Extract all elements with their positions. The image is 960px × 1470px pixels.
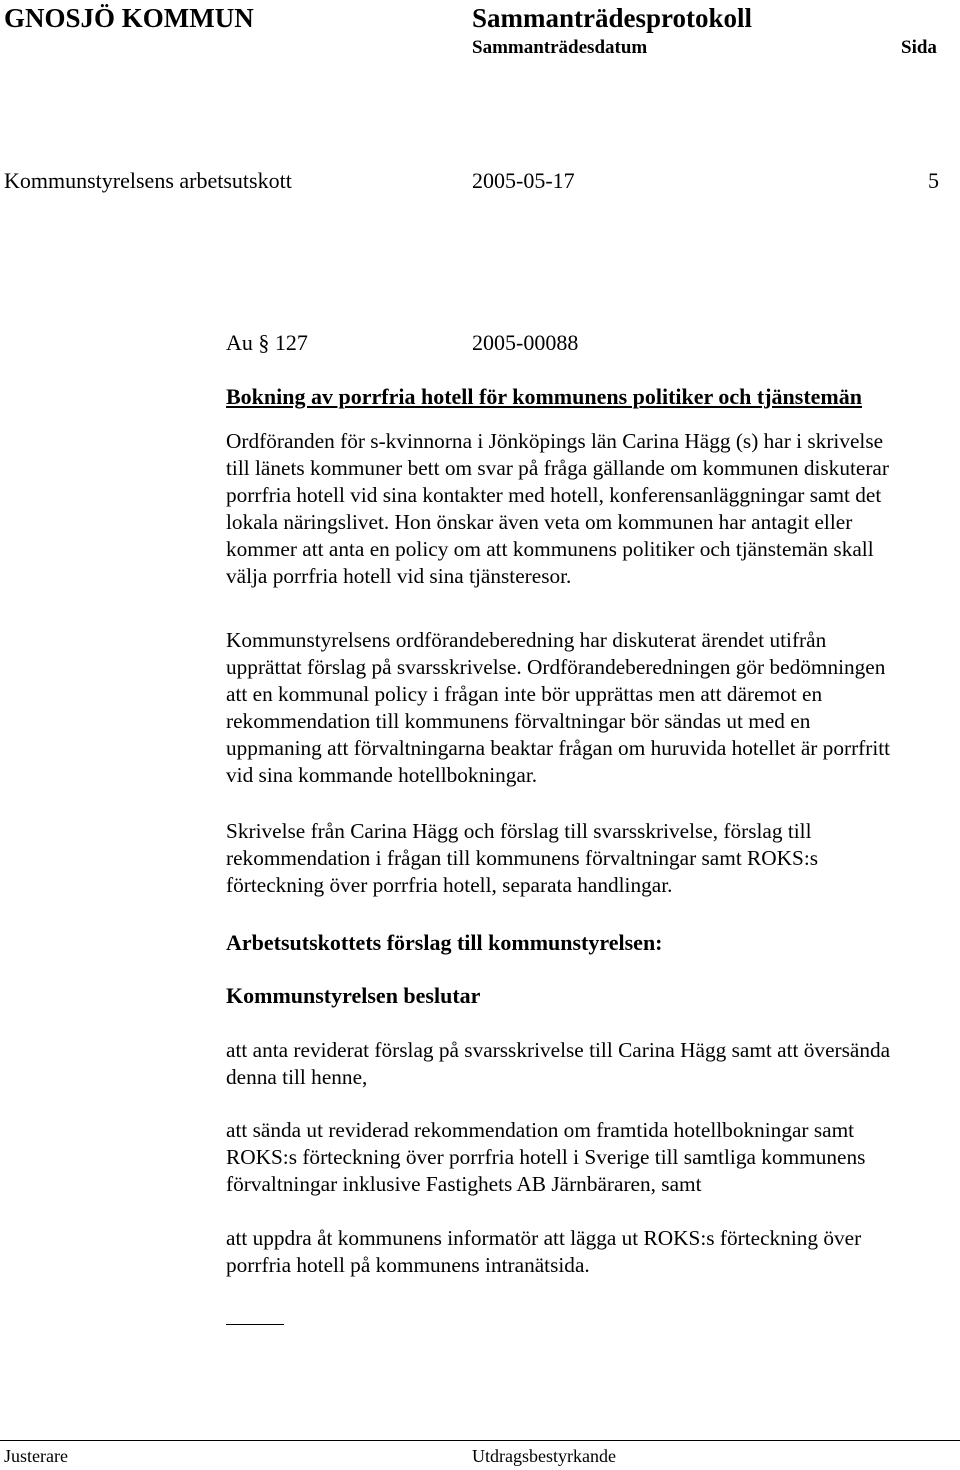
text-line: Ordföranden för s-kvinnorna i Jönköpings län Carina Hägg (s) har i skrivelse [226, 429, 884, 453]
organization-name: GNOSJÖ KOMMUN [4, 3, 254, 33]
decision-3 [226, 1225, 956, 1279]
committee-name: Kommunstyrelsens arbetsutskott [4, 168, 292, 193]
footer-divider [0, 1440, 960, 1441]
text-line: välja porrfria hotell vid sina tjänsteresor. [226, 564, 572, 588]
decision-2 [226, 1117, 956, 1198]
meeting-date: 2005-05-17 [472, 168, 575, 193]
case-number: 2005-00088 [472, 330, 579, 355]
text-line: Skrivelse från Carina Hägg och förslag till svarsskrivelse, förslag till [226, 819, 812, 843]
page-number: 5 [928, 168, 939, 193]
text-line: lokala näringslivet. Hon önskar även veta om kommunen har antagit eller [226, 510, 853, 534]
end-divider [226, 1324, 284, 1325]
text-line: upprättat förslag på svarsskrivelse. Ordförandeberedningen gör bedömningen [226, 655, 886, 679]
text-line: förvaltningar inklusive Fastighets AB Järnbäraren, samt [226, 1172, 702, 1196]
document-type: Sammanträdesprotokoll [472, 3, 753, 33]
text-line: rekommendation till kommunens förvaltningar bör sändas ut med en [226, 709, 811, 733]
text-line: ROKS:s förteckning över porrfria hotell i Sverige till samtliga kommunens [226, 1145, 866, 1169]
text-line: rekommendation i frågan till kommunens förvaltningar samt ROKS:s [226, 846, 819, 870]
item-title: Bokning av porrfria hotell för kommunens politiker och tjänstemän [226, 384, 862, 409]
text-line: porrfria hotell på kommunens intranätsida. [226, 1253, 590, 1277]
decision-heading: Kommunstyrelsen beslutar [226, 983, 481, 1008]
text-line: denna till henne, [226, 1065, 368, 1089]
page-label: Sida [901, 37, 937, 58]
proposal-heading: Arbetsutskottets förslag till kommunstyrelsen: [226, 930, 663, 955]
paragraph-2 [226, 627, 956, 789]
text-line: kommer att anta en policy om att kommunens politiker och tjänstemän skall [226, 537, 874, 561]
paragraph-3 [226, 818, 956, 899]
paragraph-1 [226, 428, 956, 590]
text-line: till länets kommuner bett om svar på fråga gällande om kommunen diskuterar [226, 456, 889, 480]
text-line: att sända ut reviderad rekommendation om framtida hotellbokningar samt [226, 1118, 855, 1142]
text-line: porrfria hotell vid sina kontakter med hotell, konferensanläggningar samt det [226, 483, 882, 507]
footer-justerare-label: Justerare [4, 1446, 68, 1466]
text-line: förteckning över porrfria hotell, separata handlingar. [226, 873, 673, 897]
footer-utdragsbestyrkande-label: Utdragsbestyrkande [472, 1446, 616, 1466]
text-line: Kommunstyrelsens ordförandeberedning har diskuterat ärendet utifrån [226, 628, 827, 652]
text-line: att anta reviderat förslag på svarsskrivelse till Carina Hägg samt att översända [226, 1038, 891, 1062]
text-line: att uppdra åt kommunens informatör att lägga ut ROKS:s förteckning över [226, 1226, 862, 1250]
paragraph-reference: Au § 127 [226, 330, 308, 355]
text-line: att en kommunal policy i frågan inte bör upprättas men att däremot en [226, 682, 823, 706]
meeting-date-label: Sammanträdesdatum [472, 37, 648, 58]
decision-1 [226, 1037, 956, 1091]
text-line: uppmaning att förvaltningarna beaktar frågan om huruvida hotellet är porrfritt [226, 736, 891, 760]
text-line: vid sina kommande hotellbokningar. [226, 763, 538, 787]
